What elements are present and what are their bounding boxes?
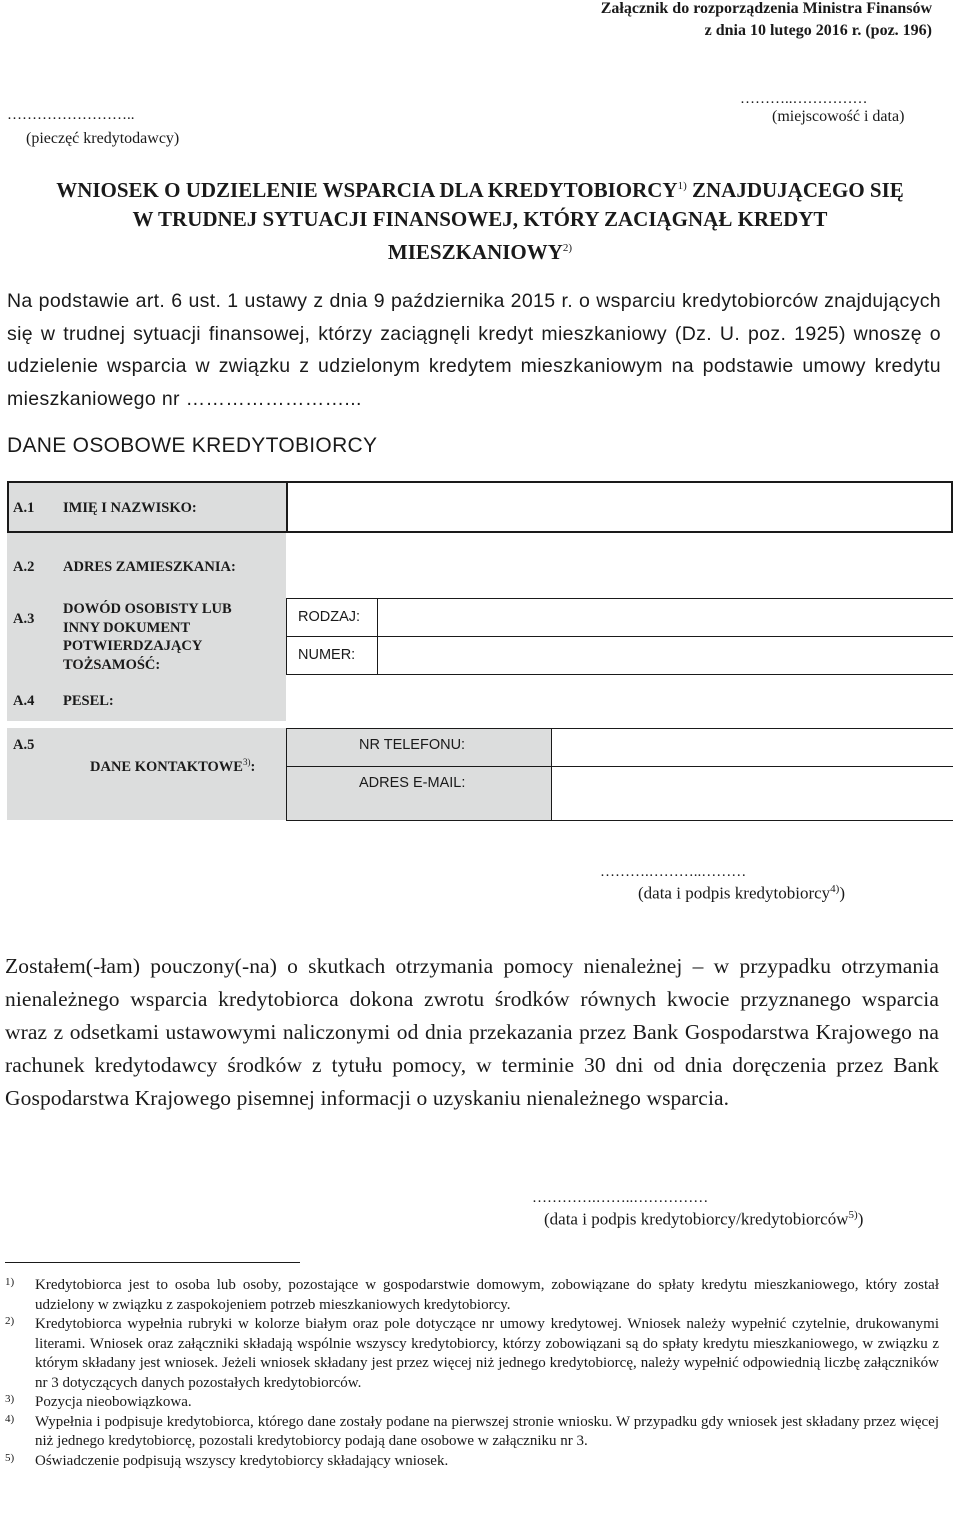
email-label: ADRES E-MAIL: xyxy=(359,775,466,791)
a5-number: A.5 xyxy=(13,737,35,753)
footnote-4 xyxy=(5,1413,939,1452)
document-type-input[interactable] xyxy=(378,599,952,635)
place-date-caption: (miejscowość i data) xyxy=(772,108,905,125)
section-heading: DANE OSOBOWE KREDYTOBIORCY xyxy=(7,434,378,457)
a3-label-line-4: TOŻSAMOŚĆ: xyxy=(63,656,161,673)
footnote-4-number: 4) xyxy=(5,1412,15,1425)
stamp-caption: (pieczęć kredytodawcy) xyxy=(26,130,180,147)
a1-name-input[interactable] xyxy=(286,481,953,533)
a2-address-input[interactable] xyxy=(288,540,953,592)
a3-bottom-line xyxy=(286,674,953,675)
form-title xyxy=(0,172,960,267)
signature-2-dots: ………….……..…………… xyxy=(532,1190,709,1206)
signature-2-caption xyxy=(544,1209,863,1230)
footnote-4-text: Wypełnia i podpisuje kredytobiorca, którego dane zostały podane na pierwszej stronie wniosku. W przypadku gdy wniosek jest składany przez więcej niż jednego kredytobiorcę, pozostali kredytobiorcy podają dane osobowe w załączniku nr 3. xyxy=(35,1413,939,1449)
a5-bottom-line xyxy=(286,820,953,821)
title-line-3: MIESZKANIOWY xyxy=(387,240,563,264)
email-input[interactable] xyxy=(552,767,952,819)
signature-1-caption-end: ) xyxy=(839,883,845,903)
footnote-3-number: 3) xyxy=(5,1393,15,1405)
footnote-3-text: Pozycja nieobowiązkowa. xyxy=(35,1394,192,1410)
stamp-dots: …………………….. xyxy=(7,107,135,123)
a3-label-line-2: INNY DOKUMENT xyxy=(63,619,191,636)
phone-input[interactable] xyxy=(552,729,952,765)
title-line-1: WNIOSEK O UDZIELENIE WSPARCIA DLA KREDYTOBIORCY xyxy=(56,178,678,202)
annex-line-1: Załącznik do rozporządzenia Ministra Finansów xyxy=(600,0,932,17)
footnote-separator xyxy=(5,1262,300,1263)
a3-label xyxy=(63,600,232,674)
a1-divider xyxy=(286,481,288,533)
document-number-label: NUMER: xyxy=(298,647,356,663)
title-footnote-ref-2: 2) xyxy=(562,242,573,254)
signature-2-footnote-ref: 5) xyxy=(848,1209,858,1221)
signature-1-caption xyxy=(638,883,845,904)
a5-label-text: DANE KONTAKTOWE xyxy=(90,758,243,775)
footnote-5 xyxy=(5,1452,939,1472)
a3-label-line-1: DOWÓD OSOBISTY LUB xyxy=(63,601,232,617)
pesel-input[interactable] xyxy=(288,680,953,720)
a1-number: A.1 xyxy=(13,500,35,516)
oath-paragraph: Zostałem(-łam) pouczony(-na) o skutkach otrzymania pomocy nienależnej – w przypadku otrzymania nienależnego wsparcia kredytobiorca dokona zwrotu środków równych kwocie przyznanego wsparcia wraz z odsetkami ustawowymi naliczonymi od dnia przekazania przez Bank Gospodarstwa Krajowego na rachunek kredytodawcy środków z tytułu pomocy, w terminie 30 dni od dnia doręczenia przez Bank Gospodarstwa Krajowego pisemnej informacji o uzyskaniu nienależnego wsparcia. xyxy=(5,954,939,1110)
a5-label-colon: : xyxy=(250,758,256,775)
document-type-label: RODZAJ: xyxy=(298,609,361,625)
footnote-1-number: 1) xyxy=(5,1276,15,1288)
a3-number: A.3 xyxy=(13,611,35,627)
a4-number: A.4 xyxy=(13,693,35,709)
footnote-1 xyxy=(5,1276,939,1315)
footnote-2-text: Kredytobiorca wypełnia rubryki w kolorze białym oraz pole dotyczące nr umowy kredytowej. Wniosek należy wypełnić czytelnie, drukowanymi literami. Wniosek oraz załączniki składają wspólnie wszyscy kredytobiorcy, którzy zobowiązani są do spłaty kredytu mieszkaniowego, w związku z którym składany jest wniosek. Jeżeli wniosek składany jest przez więcej niż jednego kredytobiorcę, należy wypełnić odpowiednią liczbę załączników nr 3 dotyczących danych pozostałych kredytobiorców. xyxy=(35,1316,939,1391)
a5-left-line xyxy=(286,728,287,820)
footnote-3 xyxy=(5,1393,939,1413)
title-line-2: W TRUDNEJ SYTUACJI FINANSOWEJ, KTÓRY ZACIĄGNĄŁ KREDYT xyxy=(132,207,828,231)
footnote-5-text: Oświadczenie podpisują wszyscy kredytobiorcy składający wniosek. xyxy=(35,1452,449,1469)
a3-label-line-3: POTWIERDZAJĄCY xyxy=(63,638,203,654)
footnote-2 xyxy=(5,1315,939,1393)
a4-label: PESEL: xyxy=(63,693,114,709)
a2-label: ADRES ZAMIESZKANIA: xyxy=(63,559,236,575)
footnote-5-number: 5) xyxy=(5,1451,15,1464)
annex-line-2: z dnia 10 lutego 2016 r. (poz. 196) xyxy=(704,22,932,39)
phone-label: NR TELEFONU: xyxy=(359,737,466,753)
annex-note xyxy=(512,0,932,42)
signature-1-caption-text: (data i podpis kredytobiorcy xyxy=(638,883,831,903)
footnote-1-text: Kredytobiorca jest to osoba lub osoby, pozostające w gospodarstwie domowym, zobowiązane do spłaty kredytu mieszkaniowego, który został udzielony w związku z zaspokojeniem potrzeb mieszkaniowych kredytobiorcy. xyxy=(35,1277,939,1313)
a1-label: IMIĘ I NAZWISKO: xyxy=(63,500,197,516)
intro-paragraph: Na podstawie art. 6 ust. 1 ustawy z dnia 9 października 2015 r. o wsparciu kredytobiorców znajdujących się w trudnej sytuacji finansowej, którzy zaciągnęli kredyt mieszkaniowy (Dz. U. poz. 1925) wnoszę o udzielenie wsparcia w związku z udzielonym kredytem mieszkaniowym na podstawie umowy kredytu mieszkaniowego nr ……………………... xyxy=(7,290,941,410)
footnotes xyxy=(5,1276,939,1471)
a5-footnote-ref: 3) xyxy=(242,757,251,767)
signature-1-dots: ……….………..……… xyxy=(600,864,747,880)
contact-label-background xyxy=(7,728,551,820)
footnote-2-number: 2) xyxy=(5,1315,15,1327)
a5-label xyxy=(90,753,255,776)
a2-number: A.2 xyxy=(13,559,35,575)
signature-2-caption-text: (data i podpis kredytobiorcy/kredytobiorców xyxy=(544,1209,849,1229)
signature-1-footnote-ref: 4) xyxy=(830,883,840,895)
signature-2-caption-end: ) xyxy=(857,1209,864,1229)
place-date-dots: ………..…………… xyxy=(740,91,868,107)
document-number-input[interactable] xyxy=(378,637,952,673)
title-footnote-ref-1: 1) xyxy=(677,180,687,192)
title-line-1-end: ZNAJDUJĄCEGO SIĘ xyxy=(686,178,904,202)
